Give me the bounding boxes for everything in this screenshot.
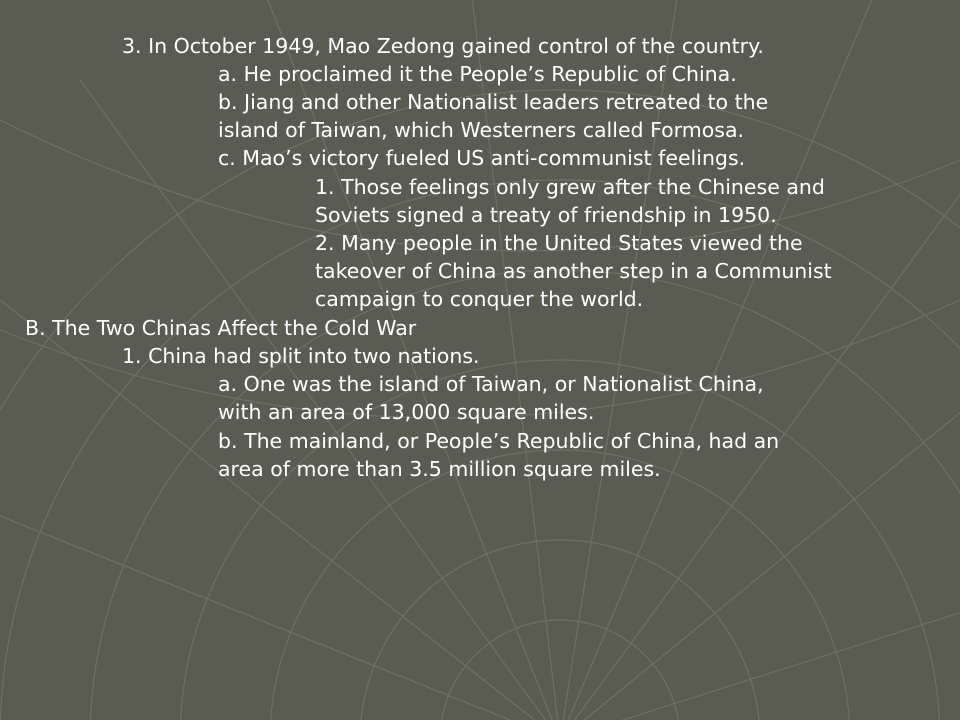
- section-heading-b: B. The Two Chinas Affect the Cold War: [25, 316, 417, 340]
- outline-item-b1a-cont: with an area of 13,000 square miles.: [218, 400, 595, 424]
- outline-item-3c-2-cont: campaign to conquer the world.: [315, 287, 644, 311]
- outline-item-3c: c. Mao’s victory fueled US anti-communist feelings.: [218, 146, 746, 170]
- outline-item-3c-1: 1. Those feelings only grew after the Chinese and: [315, 175, 825, 199]
- outline-item-b1b: b. The mainland, or People’s Republic of China, had an: [218, 429, 780, 453]
- outline-item-3b-cont: island of Taiwan, which Westerners called Formosa.: [218, 118, 745, 142]
- outline-item-3c-1-cont: Soviets signed a treaty of friendship in 1950.: [315, 203, 777, 227]
- outline-item-b1: 1. China had split into two nations.: [122, 344, 480, 368]
- outline-item-b1a: a. One was the island of Taiwan, or Nationalist China,: [218, 372, 764, 396]
- outline-item-3b: b. Jiang and other Nationalist leaders retreated to the: [218, 90, 769, 114]
- outline-item-3a: a. He proclaimed it the People’s Republic of China.: [218, 62, 737, 86]
- outline-item-b1b-cont: area of more than 3.5 million square miles.: [218, 457, 661, 481]
- outline-item-3c-2: 2. Many people in the United States viewed the: [315, 231, 803, 255]
- outline-item-3: 3. In October 1949, Mao Zedong gained control of the country.: [122, 34, 764, 58]
- outline-item-3c-2-cont: takeover of China as another step in a Communist: [315, 259, 832, 283]
